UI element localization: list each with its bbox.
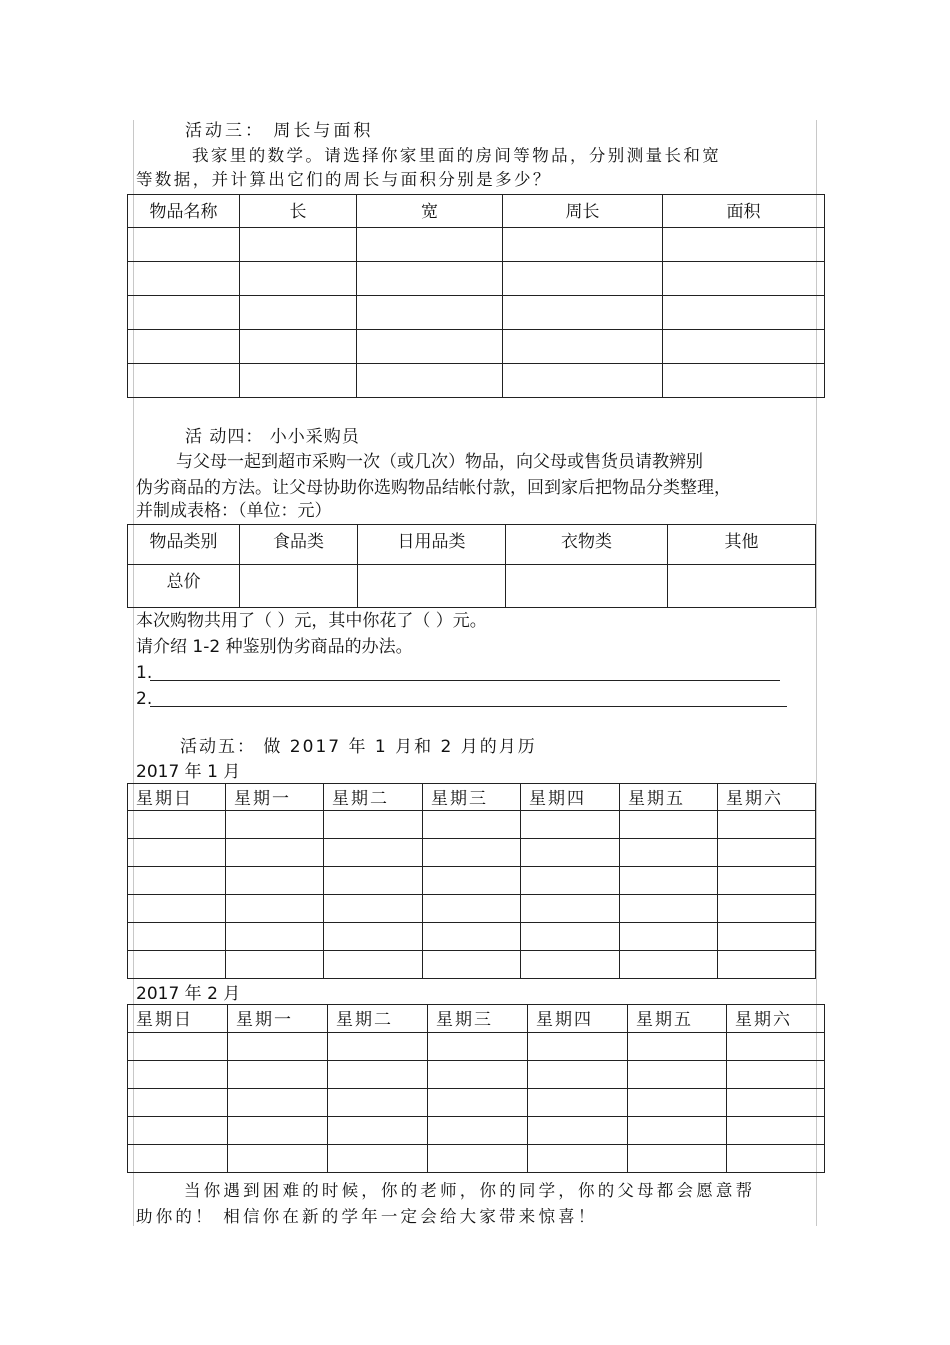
- table-row: [128, 895, 816, 923]
- table-cell: [718, 811, 816, 839]
- table-cell: [628, 1117, 727, 1145]
- table-cell: [718, 895, 816, 923]
- table-cell: [423, 839, 521, 867]
- january-calendar-table: [127, 783, 816, 979]
- table-cell: [357, 262, 503, 296]
- table-cell: [727, 1117, 825, 1145]
- table-cell: [228, 1061, 328, 1089]
- table-cell: [528, 1061, 628, 1089]
- table-cell: [228, 1089, 328, 1117]
- table-cell: [503, 228, 663, 262]
- table-cell: [620, 867, 718, 895]
- table-cell: [328, 1061, 428, 1089]
- method-item-2-label: 2.: [136, 689, 153, 709]
- weekday-monday: 星期一: [226, 784, 324, 811]
- table-cell: [628, 1145, 727, 1173]
- table-cell: [521, 811, 620, 839]
- closing-line2: 助你的！ 相信你在新的学年一定会给大家带来惊喜！: [136, 1207, 598, 1226]
- table-cell: [228, 1117, 328, 1145]
- table-cell: [620, 811, 718, 839]
- method-item-1-label: 1.: [136, 663, 153, 683]
- table-cell: [503, 262, 663, 296]
- header-food: 食品类: [240, 525, 358, 565]
- table-cell: [528, 1145, 628, 1173]
- table-cell: [620, 951, 718, 979]
- table-cell: [428, 1145, 528, 1173]
- table-cell: [358, 565, 506, 608]
- table-cell: [128, 951, 226, 979]
- activity4-instruction-line3: 并制成表格：（单位：元）: [136, 501, 332, 521]
- table-cell: [628, 1089, 727, 1117]
- table-cell: [727, 1033, 825, 1061]
- table-cell: [718, 923, 816, 951]
- table-row: [128, 1145, 825, 1173]
- header-area: 面积: [663, 195, 825, 228]
- table-cell: [528, 1117, 628, 1145]
- table-row: [128, 262, 825, 296]
- table-cell: [128, 1033, 228, 1061]
- table-cell: [324, 867, 423, 895]
- table-row: [128, 951, 816, 979]
- shopping-summary: 本次购物共用了（ ）元，其中你花了（ ）元。: [136, 611, 487, 631]
- table-cell: [324, 811, 423, 839]
- table-cell: [663, 296, 825, 330]
- table-row: [128, 1089, 825, 1117]
- activity4-instruction-line2: 伪劣商品的方法。让父母协助你选购物品结帐付款，回到家后把物品分类整理，: [136, 478, 731, 498]
- table-cell: [226, 895, 324, 923]
- table-cell: [128, 867, 226, 895]
- january-label: 2017 年 1 月: [136, 762, 241, 782]
- table-cell: [521, 951, 620, 979]
- table-cell: [718, 951, 816, 979]
- table-cell: [428, 1033, 528, 1061]
- table-cell: [718, 839, 816, 867]
- table-cell: [324, 951, 423, 979]
- weekday-tuesday: 星期二: [324, 784, 423, 811]
- table-cell: [328, 1117, 428, 1145]
- table-cell: [328, 1145, 428, 1173]
- table-row: [128, 839, 816, 867]
- header-perimeter: 周长: [503, 195, 663, 228]
- header-category: 物品类别: [128, 525, 240, 565]
- header-item-name: 物品名称: [128, 195, 240, 228]
- table-cell: [128, 262, 240, 296]
- weekday-saturday: 星期六: [718, 784, 816, 811]
- table-cell: [503, 296, 663, 330]
- table-cell: [663, 364, 825, 398]
- table-cell: [226, 839, 324, 867]
- table-cell: [521, 867, 620, 895]
- header-daily-goods: 日用品类: [358, 525, 506, 565]
- table-cell: [128, 1061, 228, 1089]
- measurement-table: [127, 194, 825, 398]
- table-cell: [428, 1117, 528, 1145]
- table-cell: [128, 364, 240, 398]
- table-row: [128, 867, 816, 895]
- header-other: 其他: [668, 525, 816, 565]
- table-cell: [128, 811, 226, 839]
- table-cell: [620, 839, 718, 867]
- table-cell: [503, 364, 663, 398]
- method-item-2-line: [150, 706, 787, 707]
- table-cell: [428, 1089, 528, 1117]
- table-cell: [521, 923, 620, 951]
- measurement-header-row: [128, 195, 825, 228]
- table-cell: [228, 1145, 328, 1173]
- february-label: 2017 年 2 月: [136, 984, 241, 1004]
- method-item-1-line: [150, 680, 780, 681]
- header-clothing: 衣物类: [506, 525, 668, 565]
- table-cell: [423, 867, 521, 895]
- table-cell: [521, 895, 620, 923]
- table-cell: [620, 923, 718, 951]
- weekday-thursday: 星期四: [528, 1005, 628, 1033]
- header-length: 长: [240, 195, 357, 228]
- shopping-header-row: [128, 525, 816, 565]
- table-cell: [226, 951, 324, 979]
- table-row: [128, 296, 825, 330]
- table-row: [128, 364, 825, 398]
- table-cell: [668, 565, 816, 608]
- header-width: 宽: [357, 195, 503, 228]
- table-cell: [663, 228, 825, 262]
- shopping-total-row: [128, 565, 816, 608]
- weekday-sunday: 星期日: [128, 1005, 228, 1033]
- table-cell: [128, 895, 226, 923]
- activity3-instruction-line1: 我家里的数学。请选择你家里面的房间等物品，分别测量长和宽: [192, 146, 722, 165]
- table-cell: [226, 923, 324, 951]
- table-cell: [128, 330, 240, 364]
- table-cell: [423, 951, 521, 979]
- table-cell: [128, 1145, 228, 1173]
- table-cell: [628, 1061, 727, 1089]
- january-weekday-row: [128, 784, 816, 811]
- table-cell: [226, 811, 324, 839]
- table-cell: [727, 1061, 825, 1089]
- table-cell: [128, 1117, 228, 1145]
- table-cell: [128, 228, 240, 262]
- table-row: [128, 1117, 825, 1145]
- february-weekday-row: [128, 1005, 825, 1033]
- table-cell: [328, 1033, 428, 1061]
- activity3-title: 活动三： 周长与面积: [185, 121, 374, 141]
- table-cell: [240, 296, 357, 330]
- table-cell: [663, 330, 825, 364]
- weekday-sunday: 星期日: [128, 784, 226, 811]
- shopping-table: [127, 524, 816, 608]
- table-cell: [128, 1089, 228, 1117]
- table-row: [128, 1033, 825, 1061]
- table-cell: [228, 1033, 328, 1061]
- weekday-monday: 星期一: [228, 1005, 328, 1033]
- weekday-thursday: 星期四: [521, 784, 620, 811]
- table-cell: [226, 867, 324, 895]
- table-cell: [628, 1033, 727, 1061]
- table-cell: [663, 262, 825, 296]
- weekday-saturday: 星期六: [727, 1005, 825, 1033]
- activity3-instruction-line2: 等数据，并计算出它们的周长与面积分别是多少？: [136, 170, 552, 189]
- table-cell: [423, 811, 521, 839]
- method-prompt: 请介绍 1-2 种鉴别伪劣商品的办法。: [136, 637, 413, 657]
- table-cell: [240, 262, 357, 296]
- table-cell: [528, 1089, 628, 1117]
- table-cell: [727, 1089, 825, 1117]
- table-cell: [620, 895, 718, 923]
- weekday-wednesday: 星期三: [428, 1005, 528, 1033]
- total-price-label: 总价: [128, 565, 240, 608]
- table-cell: [506, 565, 668, 608]
- table-cell: [357, 296, 503, 330]
- table-cell: [528, 1033, 628, 1061]
- table-cell: [428, 1061, 528, 1089]
- table-cell: [240, 228, 357, 262]
- weekday-wednesday: 星期三: [423, 784, 521, 811]
- table-row: [128, 330, 825, 364]
- weekday-tuesday: 星期二: [328, 1005, 428, 1033]
- closing-line1: 当你遇到困难的时候，你的老师，你的同学，你的父母都会愿意帮: [184, 1181, 756, 1200]
- table-cell: [240, 565, 358, 608]
- table-row: [128, 923, 816, 951]
- weekday-friday: 星期五: [628, 1005, 727, 1033]
- table-cell: [357, 364, 503, 398]
- table-cell: [324, 923, 423, 951]
- activity5-title: 活动五： 做 2017 年 1 月和 2 月的月历: [180, 737, 537, 757]
- table-row: [128, 228, 825, 262]
- activity4-title: 活 动四： 小小采购员: [185, 427, 360, 447]
- table-cell: [727, 1145, 825, 1173]
- table-cell: [240, 364, 357, 398]
- table-cell: [128, 296, 240, 330]
- table-row: [128, 1061, 825, 1089]
- table-cell: [521, 839, 620, 867]
- table-cell: [328, 1089, 428, 1117]
- table-cell: [240, 330, 357, 364]
- table-row: [128, 811, 816, 839]
- table-cell: [324, 839, 423, 867]
- table-cell: [128, 923, 226, 951]
- february-calendar-table: [127, 1004, 825, 1173]
- weekday-friday: 星期五: [620, 784, 718, 811]
- table-cell: [357, 330, 503, 364]
- table-cell: [423, 923, 521, 951]
- table-cell: [128, 839, 226, 867]
- table-cell: [423, 895, 521, 923]
- table-cell: [718, 867, 816, 895]
- table-cell: [357, 228, 503, 262]
- activity4-instruction-line1: 与父母一起到超市采购一次（或几次）物品，向父母或售货员请教辨别: [176, 452, 703, 472]
- table-cell: [503, 330, 663, 364]
- table-cell: [324, 895, 423, 923]
